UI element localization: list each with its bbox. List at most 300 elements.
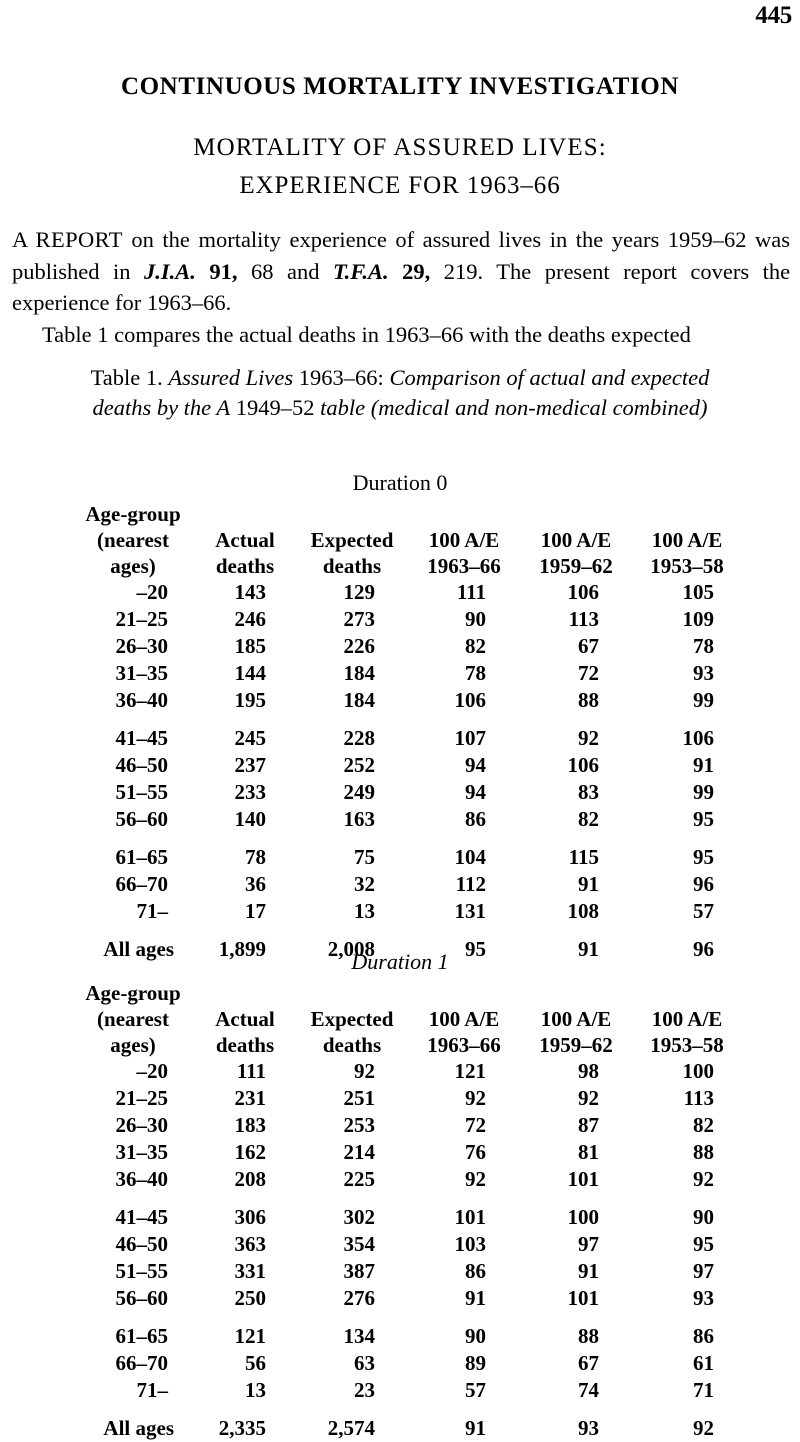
column-header-age-group [72,980,194,1058]
cell-value: 115 [568,845,599,869]
cell-age-group: 21–25 [115,607,168,631]
column-header-ae1-line1: 100 A/E [428,528,500,552]
row-spacer [0,1139,72,1166]
cell-value: 2,335 [218,1416,266,1440]
cell-value: 106 [567,753,599,777]
table-row-total [0,1404,800,1442]
column-header-ae2-line2: 1959–62 [539,554,613,578]
cell-value: 88 [578,688,599,712]
column-header-actual-deaths [194,501,296,579]
cell-value: 99 [693,688,714,712]
cell-value: 93 [693,661,714,685]
row-spacer [0,579,72,606]
cell-value: 17 [245,899,266,923]
column-header-actual-line2: deaths [215,554,275,578]
cell-age-group: 66–70 [115,1351,168,1375]
row-spacer [0,833,72,871]
journal-ref-jia-page: 68 and [251,258,320,284]
header-spacer [0,501,72,579]
cell-age-group: 26–30 [115,634,168,658]
table-row [0,1112,800,1139]
column-header-ae-1953-58 [632,501,742,579]
row-spacer [0,1404,72,1442]
cell-value: 63 [354,1351,375,1375]
cell-value: 144 [234,661,266,685]
page-subtitle-line1: MORTALITY OF ASSURED LIVES: [193,134,607,161]
table-row [0,606,800,633]
cell-value: 96 [693,937,714,961]
cell-value: 101 [567,1286,599,1310]
cell-value: 94 [465,753,486,777]
cell-age-group: All ages [103,1416,174,1440]
column-header-expected-line2: deaths [322,554,382,578]
cell-value: 90 [693,1205,714,1229]
cell-value: 92 [465,1167,486,1191]
row-spacer-right [742,898,800,925]
table-row [0,752,800,779]
row-spacer-right [742,833,800,871]
cell-value: 75 [354,845,375,869]
cell-value: 225 [343,1167,375,1191]
cell-value: 131 [454,899,486,923]
row-spacer-right [742,660,800,687]
cell-age-group: 46–50 [115,1232,168,1256]
cell-value: 2,008 [327,937,375,961]
row-spacer [0,1285,72,1312]
table-caption-roman-2: 1949–52 [235,395,315,420]
cell-value: 99 [693,780,714,804]
row-spacer [0,806,72,833]
cell-value: 86 [693,1324,714,1348]
row-spacer-right [742,1058,800,1085]
cell-value: 214 [343,1140,375,1164]
table-row [0,687,800,714]
row-spacer [0,1166,72,1193]
cell-value: 95 [693,807,714,831]
row-spacer-right [742,779,800,806]
column-header-age-group-line1: Age-group [85,502,181,526]
cell-age-group: 56–60 [115,807,168,831]
cell-value: 56 [245,1351,266,1375]
cell-age-group: 36–40 [115,688,168,712]
cell-value: 23 [354,1378,375,1402]
cell-value: 82 [465,634,486,658]
row-spacer-right [742,1193,800,1231]
cell-value: 78 [465,661,486,685]
row-spacer [0,779,72,806]
column-header-ae3-line2: 1953–58 [650,1033,724,1057]
cell-value: 94 [465,780,486,804]
cell-value: 1,899 [218,937,266,961]
table-caption-italic-2: Comparison of actual and expected deaths by the A [92,365,710,420]
column-header-actual-line2: deaths [215,1033,275,1057]
column-header-ae-1953-58 [632,980,742,1058]
table-caption-number: Table 1. [90,365,163,390]
column-header-age-group-line2: (nearest ages) [97,528,169,578]
header-spacer-right [742,980,800,1058]
cell-age-group: 61–65 [115,1324,168,1348]
header-spacer [0,980,72,1058]
table-header-row [0,980,800,1058]
table-row [0,1058,800,1085]
table-row [0,579,800,606]
cell-value: 90 [465,607,486,631]
row-spacer-right [742,1139,800,1166]
table-body-duration-1 [0,1058,800,1442]
column-header-ae1-line2: 1963–66 [427,1033,501,1057]
column-header-age-group [72,501,194,579]
cell-value: 121 [454,1059,486,1083]
row-spacer-right [742,806,800,833]
column-header-age-group-line1: Age-group [85,981,181,1005]
column-header-ae3-line1: 100 A/E [651,528,723,552]
table-row [0,779,800,806]
row-spacer [0,752,72,779]
cell-value: 13 [354,899,375,923]
table-caption-italic-3: table (medical and non-medical combined) [320,395,708,420]
column-header-actual-deaths [194,980,296,1058]
cell-value: 92 [354,1059,375,1083]
cell-value: 76 [465,1140,486,1164]
cell-value: 78 [693,634,714,658]
table-row [0,1350,800,1377]
row-spacer [0,871,72,898]
table-row [0,1193,800,1231]
cell-value: 98 [578,1059,599,1083]
cell-age-group: 41–45 [115,726,168,750]
cell-value: 71 [693,1378,714,1402]
section-heading-duration-1: Duration 1 [351,949,449,974]
row-spacer [0,606,72,633]
cell-value: 106 [567,580,599,604]
row-spacer [0,1258,72,1285]
row-spacer-right [742,752,800,779]
cell-value: 96 [693,872,714,896]
cell-value: 87 [578,1113,599,1137]
row-spacer [0,1193,72,1231]
cell-age-group: 66–70 [115,872,168,896]
page-heading-block [0,72,800,205]
cell-value: 92 [693,1167,714,1191]
cell-value: 106 [454,688,486,712]
row-spacer-right [742,871,800,898]
cell-value: 354 [343,1232,375,1256]
para1-smallcaps-report: REPORT [35,227,123,252]
cell-value: 92 [578,726,599,750]
row-spacer [0,1231,72,1258]
cell-value: 97 [693,1259,714,1283]
mortality-table-duration-0 [0,470,800,963]
column-header-ae-1963-66 [408,501,520,579]
cell-value: 72 [578,661,599,685]
cell-value: 121 [234,1324,266,1348]
row-spacer-right [742,1285,800,1312]
cell-value: 237 [234,753,266,777]
row-spacer [0,1377,72,1404]
row-spacer-right [742,1404,800,1442]
cell-value: 233 [234,780,266,804]
row-spacer-right [742,1258,800,1285]
column-header-ae-1959-62 [520,501,632,579]
cell-age-group: –20 [136,580,168,604]
column-header-ae2-line1: 100 A/E [540,1007,612,1031]
cell-value: 185 [234,634,266,658]
column-header-ae-1959-62 [520,980,632,1058]
cell-value: 61 [693,1351,714,1375]
cell-value: 13 [245,1378,266,1402]
table-row [0,660,800,687]
cell-value: 95 [693,845,714,869]
cell-value: 387 [343,1259,375,1283]
page-title: CONTINUOUS MORTALITY INVESTIGATION [120,73,680,100]
cell-value: 91 [578,1259,599,1283]
cell-value: 91 [465,1286,486,1310]
cell-value: 67 [578,1351,599,1375]
table-row [0,1231,800,1258]
cell-value: 91 [465,1416,486,1440]
cell-value: 246 [234,607,266,631]
cell-value: 231 [234,1086,266,1110]
table-caption-roman-1: 1963–66: [298,365,384,390]
table-caption-italic-1: Assured Lives [168,365,294,390]
body-paragraph-2: Table 1 compares the actual deaths in 1963–66 with the deaths expected [42,322,691,347]
table-row [0,898,800,925]
column-header-expected-line1: Expected [310,528,394,552]
data-table-duration-1 [0,980,800,1442]
body-paragraph-1 [12,224,790,319]
column-header-expected-deaths [296,980,408,1058]
table-row [0,1312,800,1350]
cell-value: 91 [693,753,714,777]
row-spacer-right [742,1231,800,1258]
cell-age-group: 61–65 [115,845,168,869]
cell-value: 276 [343,1286,375,1310]
cell-value: 100 [682,1059,714,1083]
row-spacer [0,714,72,752]
cell-value: 252 [343,753,375,777]
column-header-age-group-line2: (nearest ages) [97,1007,169,1057]
cell-value: 208 [234,1167,266,1191]
section-heading-duration-0: Duration 0 [352,470,448,495]
cell-age-group: –20 [136,1059,168,1083]
cell-value: 57 [693,899,714,923]
cell-value: 250 [234,1286,266,1310]
column-header-ae1-line1: 100 A/E [428,1007,500,1031]
cell-value: 253 [343,1113,375,1137]
table-row [0,633,800,660]
cell-value: 92 [465,1086,486,1110]
cell-age-group: 36–40 [115,1167,168,1191]
cell-value: 83 [578,780,599,804]
row-spacer-right [742,1312,800,1350]
row-spacer [0,1112,72,1139]
cell-age-group: 31–35 [115,661,168,685]
cell-age-group: 71– [136,899,168,923]
row-spacer-right [742,687,800,714]
row-spacer-right [742,1085,800,1112]
cell-value: 106 [682,726,714,750]
cell-value: 92 [578,1086,599,1110]
page-number: 445 [755,2,792,29]
column-header-expected-line1: Expected [310,1007,394,1031]
cell-value: 162 [234,1140,266,1164]
cell-value: 72 [465,1113,486,1137]
cell-value: 306 [234,1205,266,1229]
row-spacer [0,1085,72,1112]
cell-value: 363 [234,1232,266,1256]
column-header-expected-line2: deaths [322,1033,382,1057]
cell-age-group: 46–50 [115,753,168,777]
cell-value: 163 [343,807,375,831]
table-caption [90,363,710,423]
row-spacer [0,898,72,925]
cell-value: 74 [578,1378,599,1402]
cell-value: 195 [234,688,266,712]
cell-value: 104 [454,845,486,869]
cell-value: 245 [234,726,266,750]
cell-value: 113 [568,607,599,631]
cell-value: 107 [454,726,486,750]
row-spacer-right [742,1166,800,1193]
cell-value: 57 [465,1378,486,1402]
cell-value: 103 [454,1232,486,1256]
cell-value: 95 [465,937,486,961]
table-row [0,833,800,871]
table-row [0,1285,800,1312]
cell-value: 36 [245,872,266,896]
cell-value: 81 [578,1140,599,1164]
cell-value: 143 [234,580,266,604]
cell-value: 88 [578,1324,599,1348]
cell-value: 93 [578,1416,599,1440]
row-spacer [0,1350,72,1377]
header-spacer-right [742,501,800,579]
row-spacer [0,1058,72,1085]
cell-value: 92 [693,1416,714,1440]
cell-value: 184 [343,661,375,685]
cell-value: 101 [567,1167,599,1191]
table-row [0,1085,800,1112]
cell-value: 78 [245,845,266,869]
row-spacer [0,633,72,660]
journal-ref-tfa-volume: 29, [402,258,431,284]
row-spacer-right [742,1112,800,1139]
cell-value: 89 [465,1351,486,1375]
cell-value: 249 [343,780,375,804]
cell-value: 93 [693,1286,714,1310]
table-row [0,1377,800,1404]
row-spacer-right [742,714,800,752]
column-header-ae-1963-66 [408,980,520,1058]
cell-value: 82 [578,807,599,831]
cell-age-group: All ages [103,937,174,961]
table-row [0,1258,800,1285]
cell-age-group: 51–55 [115,780,168,804]
row-spacer-right [742,633,800,660]
table-header-row [0,501,800,579]
table-row [0,871,800,898]
cell-value: 183 [234,1113,266,1137]
cell-value: 111 [456,580,486,604]
table-body-duration-0 [0,579,800,963]
column-header-actual-line1: Actual [215,1007,275,1031]
cell-value: 109 [682,607,714,631]
page-subtitle-line2: EXPERIENCE FOR 1963–66 [239,172,561,199]
column-header-ae2-line2: 1959–62 [539,1033,613,1057]
cell-value: 302 [343,1205,375,1229]
mortality-table-duration-1 [0,949,800,1442]
table-row [0,1139,800,1166]
cell-age-group: 31–35 [115,1140,168,1164]
cell-value: 88 [693,1140,714,1164]
column-header-ae2-line1: 100 A/E [540,528,612,552]
cell-value: 82 [693,1113,714,1137]
cell-value: 111 [236,1059,266,1083]
cell-value: 112 [455,872,486,896]
row-spacer-right [742,579,800,606]
cell-value: 140 [234,807,266,831]
row-spacer [0,1312,72,1350]
cell-value: 113 [683,1086,714,1110]
column-header-ae3-line1: 100 A/E [651,1007,723,1031]
column-header-expected-deaths [296,501,408,579]
cell-value: 331 [234,1259,266,1283]
table-row [0,1166,800,1193]
cell-value: 226 [343,634,375,658]
cell-value: 67 [578,634,599,658]
para1-text-part2: 219. The present report covers the experience for 1963–66. [12,258,791,315]
cell-value: 90 [465,1324,486,1348]
journal-ref-tfa: T.F.A. [332,258,389,284]
cell-value: 105 [682,580,714,604]
cell-value: 91 [578,872,599,896]
cell-value: 95 [693,1232,714,1256]
cell-age-group: 21–25 [115,1086,168,1110]
column-header-ae3-line2: 1953–58 [650,554,724,578]
cell-value: 129 [343,580,375,604]
cell-value: 184 [343,688,375,712]
cell-value: 251 [343,1086,375,1110]
table-row [0,806,800,833]
row-spacer-right [742,1377,800,1404]
cell-value: 86 [465,807,486,831]
cell-value: 228 [343,726,375,750]
cell-value: 108 [567,899,599,923]
cell-age-group: 26–30 [115,1113,168,1137]
table-row [0,714,800,752]
cell-value: 86 [465,1259,486,1283]
data-table-duration-0 [0,501,800,963]
cell-value: 134 [343,1324,375,1348]
cell-age-group: 41–45 [115,1205,168,1229]
journal-ref-jia: J.I.A. [143,258,196,284]
cell-value: 101 [454,1205,486,1229]
row-spacer [0,660,72,687]
cell-value: 273 [343,607,375,631]
row-spacer-right [742,606,800,633]
page-subtitle [0,129,800,205]
cell-age-group: 71– [136,1378,168,1402]
column-header-actual-line1: Actual [215,528,275,552]
row-spacer-right [742,1350,800,1377]
para1-text-part1: on the mortality experience of assured lives in the years 1959–62 was published in [12,227,791,284]
cell-value: 97 [578,1232,599,1256]
cell-value: 91 [578,937,599,961]
cell-value: 2,574 [327,1416,375,1440]
cell-age-group: 56–60 [115,1286,168,1310]
para1-lead-letter: A [12,227,28,252]
journal-ref-jia-volume: 91, [209,258,238,284]
